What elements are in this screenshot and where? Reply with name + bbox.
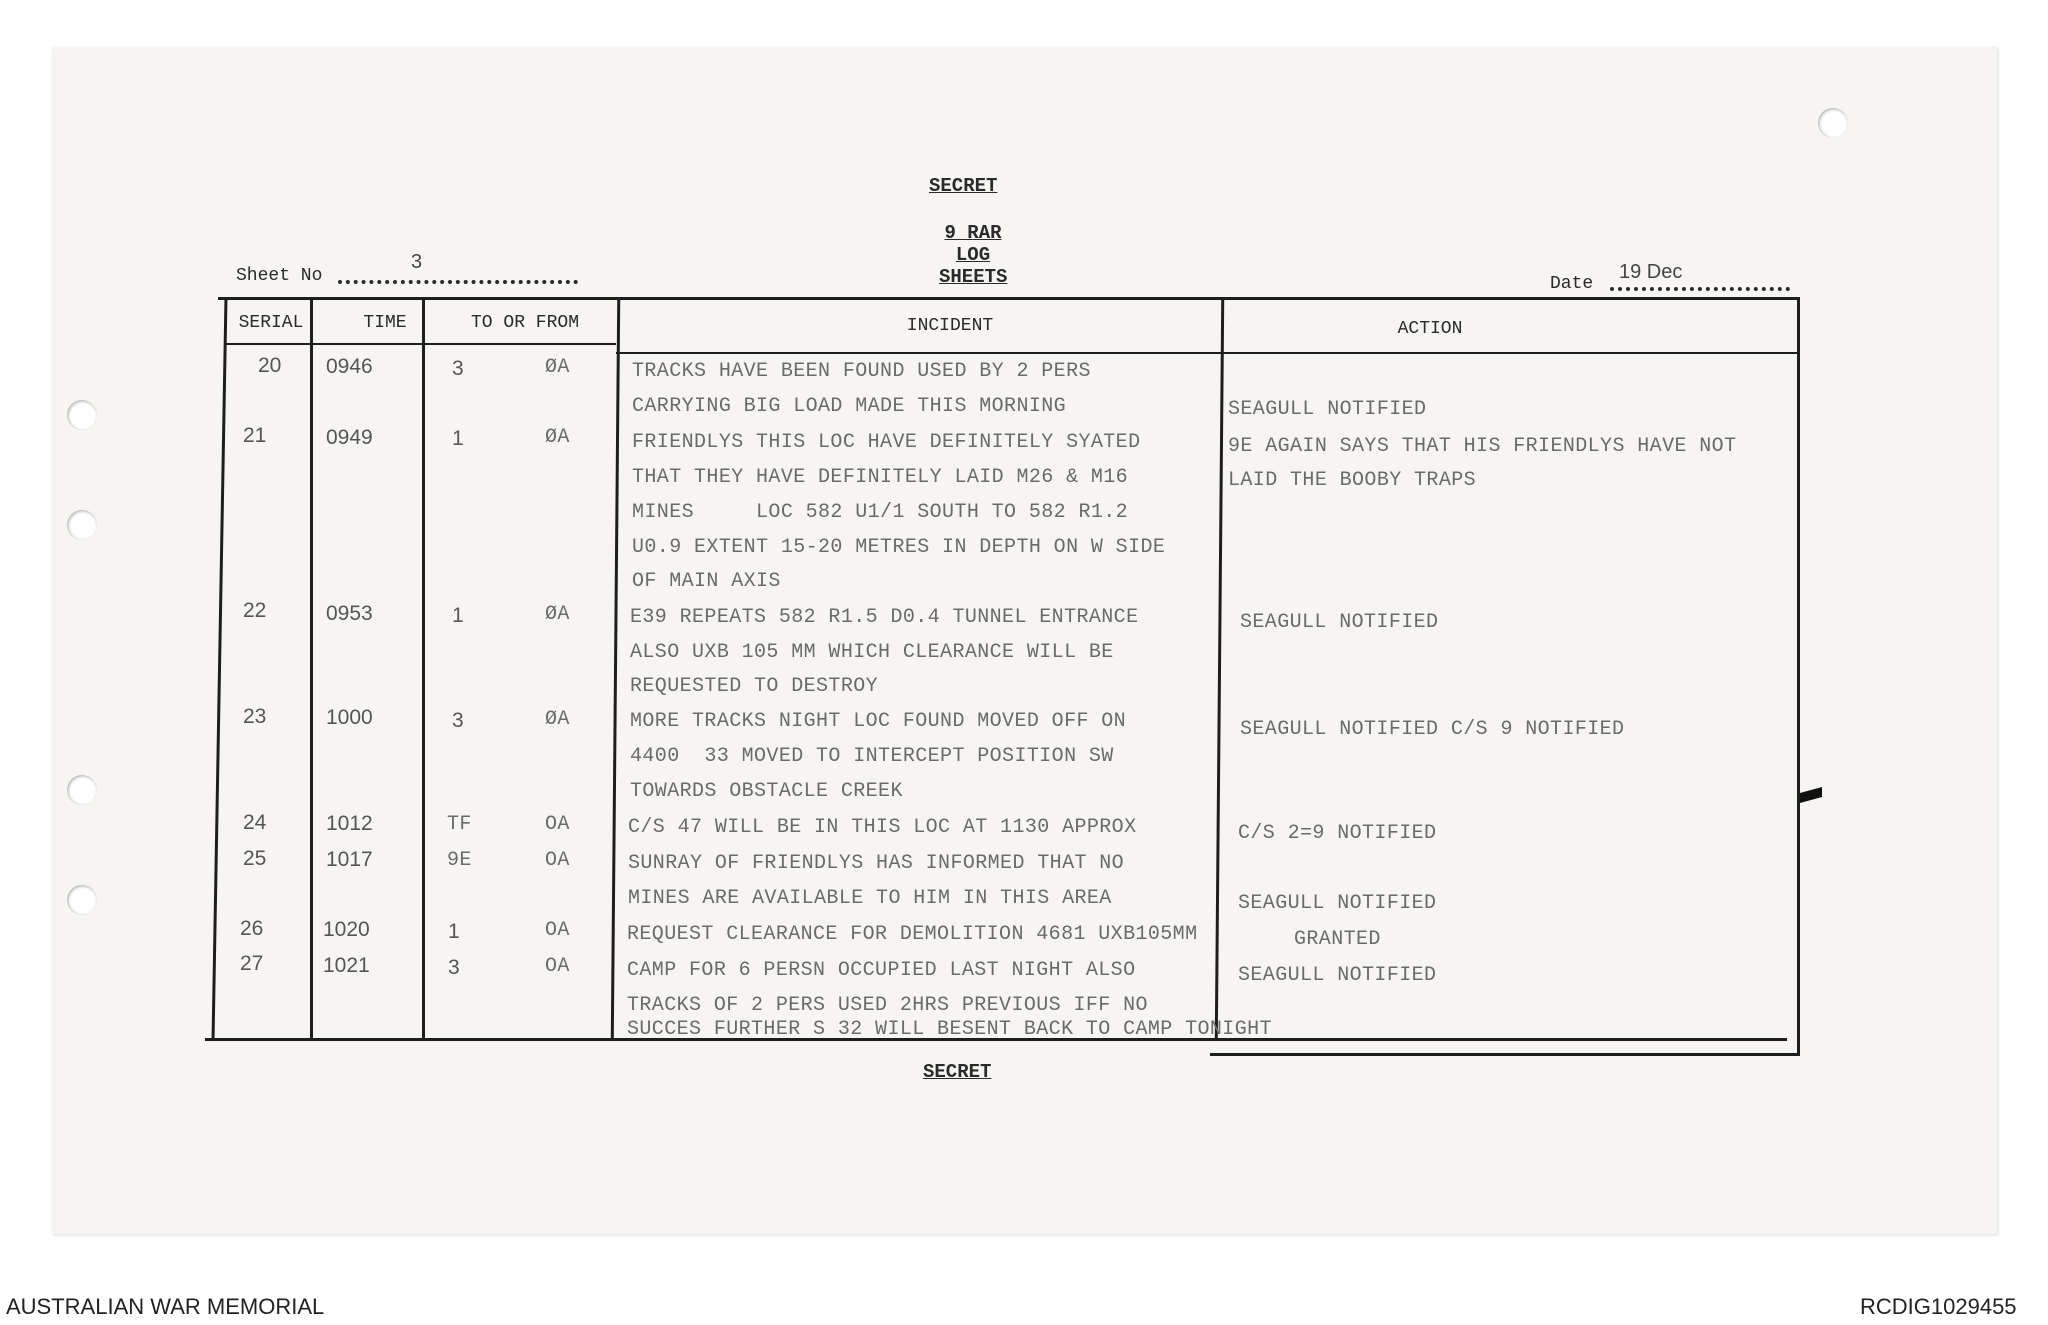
serial-cell: 22 xyxy=(243,599,267,622)
incident-line: MINES LOC 582 U1/1 SOUTH TO 582 R1.2 xyxy=(632,501,1129,524)
column-header-to-or-from: TO OR FROM xyxy=(470,313,580,333)
action-line: LAID THE BOOBY TRAPS xyxy=(1228,469,1477,492)
to-cell: 1 xyxy=(452,427,464,450)
sheet-number: 3 xyxy=(411,251,423,273)
time-cell: 0946 xyxy=(326,355,373,378)
time-cell: 1000 xyxy=(326,706,373,729)
to-cell: 3 xyxy=(452,357,464,380)
archive-credit: AUSTRALIAN WAR MEMORIAL xyxy=(6,1294,325,1319)
from-cell: OA xyxy=(545,813,570,836)
punch-hole xyxy=(1818,108,1848,138)
action-line: SEAGULL NOTIFIED C/S 9 NOTIFIED xyxy=(1240,718,1625,741)
incident-line: 4400 33 MOVED TO INTERCEPT POSITION SW xyxy=(630,745,1114,768)
serial-cell: 23 xyxy=(243,705,267,728)
to-cell: 1 xyxy=(452,604,464,627)
from-cell: ØA xyxy=(545,426,570,449)
incident-line: THAT THEY HAVE DEFINITELY LAID M26 & M16 xyxy=(632,466,1129,489)
time-cell: 1021 xyxy=(323,954,370,977)
incident-line: SUCCES FURTHER S 32 WILL BESENT BACK TO CAMP TONIGHT xyxy=(627,1018,1272,1041)
column-divider xyxy=(422,300,425,1040)
time-cell: 1012 xyxy=(326,812,373,835)
incident-line: SUNRAY OF FRIENDLYS HAS INFORMED THAT NO xyxy=(628,852,1125,875)
incident-line: TRACKS OF 2 PERS USED 2HRS PREVIOUS IFF NO xyxy=(627,994,1148,1017)
incident-line: MORE TRACKS NIGHT LOC FOUND MOVED OFF ON xyxy=(630,710,1127,733)
action-line: SEAGULL NOTIFIED xyxy=(1238,892,1437,915)
table-bottom-border-right xyxy=(1210,1053,1800,1056)
table-top-border xyxy=(218,297,1800,300)
incident-line: CARRYING BIG LOAD MADE THIS MORNING xyxy=(632,395,1067,418)
punch-hole xyxy=(67,885,97,915)
classification-heading: SECRET xyxy=(929,175,998,197)
column-header-incident: INCIDENT xyxy=(906,316,994,336)
action-line: SEAGULL NOTIFIED xyxy=(1228,398,1427,421)
incident-line: U0.9 EXTENT 15-20 METRES IN DEPTH ON W SIDE xyxy=(632,536,1166,559)
action-line: GRANTED xyxy=(1294,928,1381,951)
table-right-border xyxy=(1797,297,1800,1055)
incident-line: FRIENDLYS THIS LOC HAVE DEFINITELY SYATED xyxy=(632,431,1141,454)
to-cell: 3 xyxy=(448,956,460,979)
incident-line: TOWARDS OBSTACLE CREEK xyxy=(630,780,903,803)
action-line: SEAGULL NOTIFIED xyxy=(1238,964,1437,987)
time-cell: 0953 xyxy=(326,602,373,625)
punch-hole xyxy=(67,775,97,805)
serial-cell: 26 xyxy=(240,917,264,940)
time-cell: 1017 xyxy=(326,848,373,871)
incident-line: MINES ARE AVAILABLE TO HIM IN THIS AREA xyxy=(628,887,1112,910)
serial-cell: 24 xyxy=(243,811,267,834)
action-line: SEAGULL NOTIFIED xyxy=(1240,611,1439,634)
punch-hole xyxy=(67,400,97,430)
date-value: 19 Dec xyxy=(1619,261,1683,283)
serial-cell: 27 xyxy=(240,952,264,975)
incident-line: CAMP FOR 6 PERSN OCCUPIED LAST NIGHT ALSO xyxy=(627,959,1136,982)
column-divider xyxy=(310,300,313,1040)
to-cell: 1 xyxy=(448,920,460,943)
action-line: 9E AGAIN SAYS THAT HIS FRIENDLYS HAVE NOT xyxy=(1228,435,1737,458)
column-header-time: TIME xyxy=(363,313,407,333)
document-title: 9 RAR LOG SHEETS xyxy=(939,222,1008,288)
incident-line: REQUESTED TO DESTROY xyxy=(630,675,879,698)
from-cell: ØA xyxy=(545,708,570,731)
time-cell: 0949 xyxy=(326,426,373,449)
from-cell: OA xyxy=(545,849,570,872)
to-cell: TF xyxy=(447,813,472,836)
header-divider xyxy=(226,343,616,345)
to-cell: 3 xyxy=(452,709,464,732)
header-divider xyxy=(616,352,1800,354)
incident-line: C/S 47 WILL BE IN THIS LOC AT 1130 APPROX xyxy=(628,816,1137,839)
from-cell: OA xyxy=(545,955,570,978)
incident-line: E39 REPEATS 582 R1.5 D0.4 TUNNEL ENTRANCE xyxy=(630,606,1139,629)
column-header-serial: SERIAL xyxy=(238,313,304,333)
sheet-dotted-line xyxy=(338,280,578,284)
date-label: Date xyxy=(1550,274,1594,294)
from-cell: ØA xyxy=(545,603,570,626)
incident-line: ALSO UXB 105 MM WHICH CLEARANCE WILL BE xyxy=(630,641,1114,664)
incident-line: TRACKS HAVE BEEN FOUND USED BY 2 PERS xyxy=(632,360,1091,383)
from-cell: OA xyxy=(545,919,570,942)
sheet-label: Sheet No xyxy=(236,266,323,286)
classification-footer: SECRET xyxy=(923,1061,992,1083)
time-cell: 1020 xyxy=(323,918,370,941)
incident-line: OF MAIN AXIS xyxy=(632,570,781,593)
date-dotted-line xyxy=(1610,287,1790,291)
from-cell: ØA xyxy=(545,356,570,379)
action-line: C/S 2=9 NOTIFIED xyxy=(1238,822,1437,845)
serial-cell: 20 xyxy=(258,354,282,377)
punch-hole xyxy=(67,510,97,540)
serial-cell: 21 xyxy=(243,424,267,447)
incident-line: REQUEST CLEARANCE FOR DEMOLITION 4681 UXB105MM xyxy=(627,923,1198,946)
to-cell: 9E xyxy=(447,849,472,872)
archive-reference: RCDIG1029455 xyxy=(1860,1294,2017,1319)
column-header-action: ACTION xyxy=(1397,319,1463,339)
serial-cell: 25 xyxy=(243,847,267,870)
